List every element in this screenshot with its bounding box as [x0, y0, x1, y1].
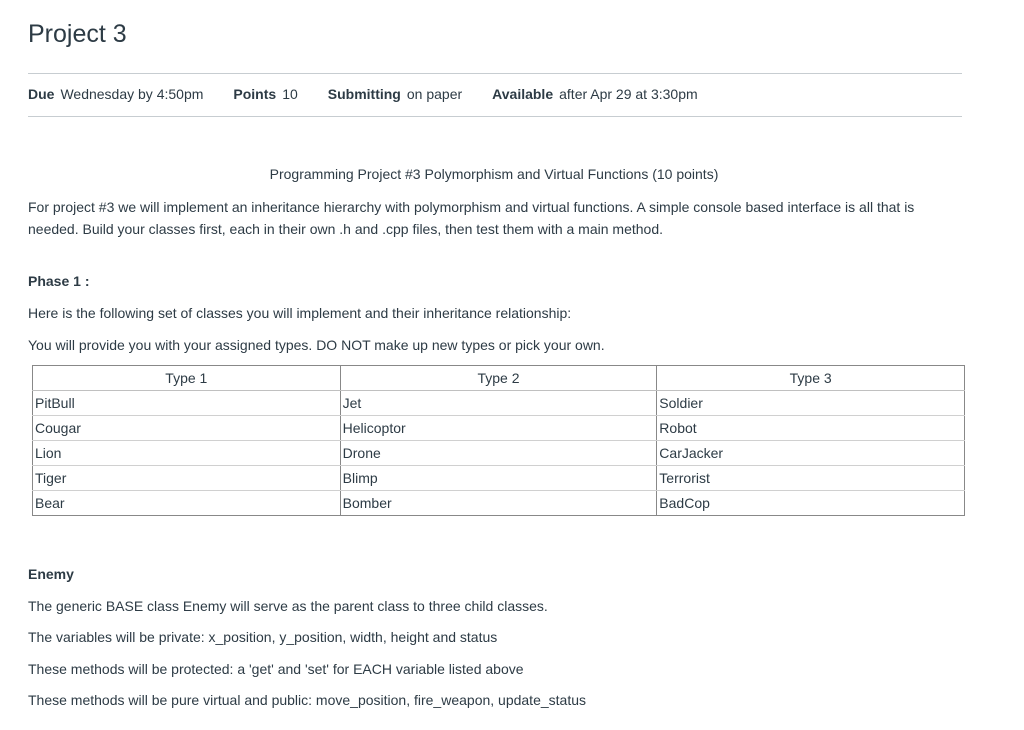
table-row — [33, 491, 965, 516]
enemy-line: These methods will be pure virtual and public: move_position, fire_weapon, update_status — [28, 692, 586, 708]
table-header-row — [33, 366, 965, 391]
relationship-text: Here is the following set of classes you will implement and their inheritance relationship: — [28, 305, 572, 321]
table-cell: Robot — [657, 416, 965, 441]
table-cell: Terrorist — [657, 466, 965, 491]
header-type-1: Type 1 — [33, 366, 341, 391]
available-label: Available — [492, 86, 554, 102]
project-heading: Programming Project #3 Polymorphism and Virtual Functions (10 points) — [269, 166, 719, 182]
due-value: Wednesday by 4:50pm — [60, 86, 204, 102]
table-cell: Tiger — [33, 466, 341, 491]
phase-label: Phase 1 : — [28, 273, 90, 289]
divider-top — [28, 73, 962, 74]
divider-bottom — [28, 116, 962, 117]
due-label: Due — [28, 86, 55, 102]
submitting-label: Submitting — [327, 86, 401, 102]
table-cell: Bomber — [340, 491, 657, 516]
table-cell: BadCop — [657, 491, 965, 516]
submitting-value: on paper — [406, 86, 463, 102]
enemy-line: The generic BASE class Enemy will serve as the parent class to three child classes. — [28, 598, 548, 614]
points-label: Points — [233, 86, 277, 102]
types-table — [32, 365, 965, 516]
table-cell: CarJacker — [657, 441, 965, 466]
due-date — [28, 86, 203, 102]
submitting — [328, 86, 462, 102]
table-cell: Blimp — [340, 466, 657, 491]
points — [233, 86, 297, 102]
points-value: 10 — [282, 86, 298, 102]
table-row — [33, 441, 965, 466]
table-cell: Lion — [33, 441, 341, 466]
available — [492, 86, 698, 102]
assigned-text: You will provide you with your assigned types. DO NOT make up new types or pick your own. — [28, 337, 605, 353]
enemy-line: These methods will be protected: a 'get' and 'set' for EACH variable listed above — [28, 661, 524, 677]
assignment-details — [28, 86, 728, 102]
header-type-3: Type 3 — [657, 366, 965, 391]
page-title: Project 3 — [28, 20, 127, 48]
table-row — [33, 466, 965, 491]
table-cell: Drone — [340, 441, 657, 466]
table-cell: Cougar — [33, 416, 341, 441]
enemy-heading: Enemy — [28, 566, 74, 582]
table-cell: Jet — [340, 391, 657, 416]
table-row — [33, 391, 965, 416]
available-value: after Apr 29 at 3:30pm — [559, 86, 698, 102]
enemy-line: The variables will be private: x_position, y_position, width, height and status — [28, 629, 498, 645]
table-cell: Helicoptor — [340, 416, 657, 441]
table-cell: Bear — [33, 491, 341, 516]
table-cell: PitBull — [33, 391, 341, 416]
table-cell: Soldier — [657, 391, 965, 416]
table-row — [33, 416, 965, 441]
intro-paragraph: For project #3 we will implement an inheritance hierarchy with polymorphism and virtual functions. A simple console based interface is all that is needed. Build your classes first, each in their own .h and .cpp files, then test them with a main method. — [28, 199, 915, 237]
header-type-2: Type 2 — [340, 366, 657, 391]
